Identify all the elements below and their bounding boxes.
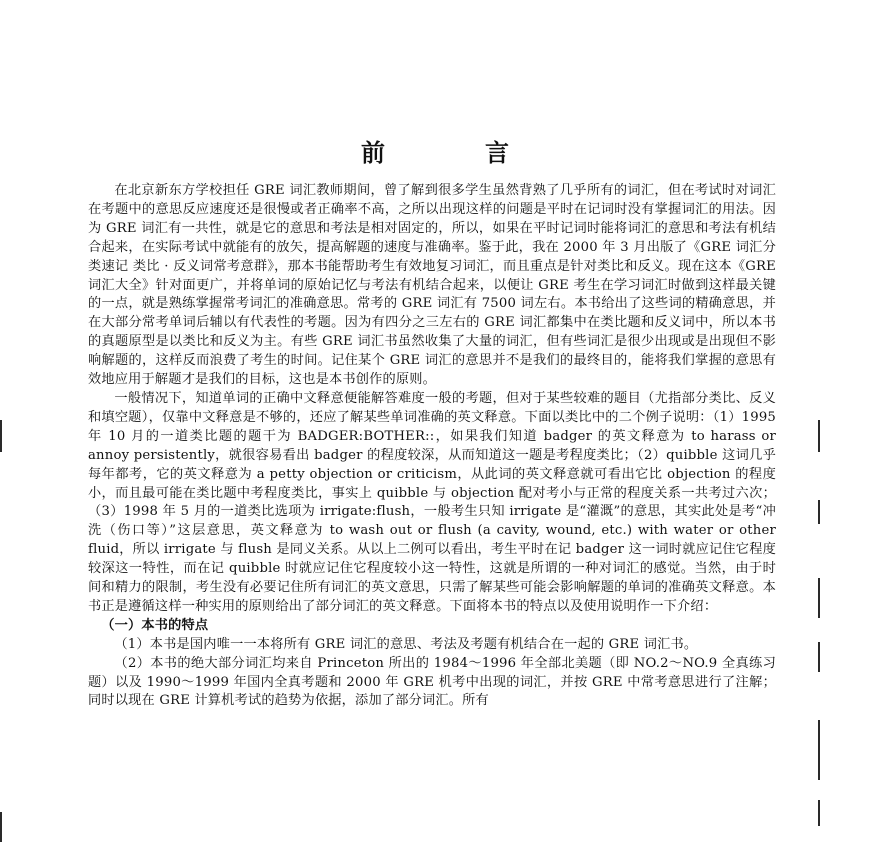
scan-margin-mark (818, 578, 820, 618)
feature-item: （1）本书是国内唯一一本将所有 GRE 词汇的意思、考法及考题有机结合在一起的 GRE 词汇书。 (114, 636, 698, 652)
page-title: 前 言 (361, 139, 547, 167)
scan-margin-mark (0, 420, 2, 452)
section-heading: （一）本书的特点 (101, 617, 209, 633)
paragraph: 一般情况下，知道单词的正确中文释意便能解答难度一般的考题，但对于某些较难的题目（尤指部分类比、反义和填空题），仅靠中文释意是不够的，还应了解某些单词准确的英文释意。下面以类比中的二个例子说明：（1）1995 年 10 月的一道类比题的题干为 BADGER:BOTHER::，如果我们知道 badger 的英文释意为 to harass or annoy persistently，就很容易看出 badger 的程度较深，从而知道这一题是考程度类比；（2）quibble 这词几乎每年都考，它的英文释意为 a petty objection or criticism，从此词的英文释意就可看出它比 objection 的程度小，而且最可能在类比题中考程度类比，事实上 quibble 与 objection 配对考小与正常的程度关系一共考过六次；（3）1998 年 5 月的一道类比选项为 irrigate:flush，一般考生只知 irrigate 是“灌溉”的意思，其实此处是考“冲洗（伤口等）”这层意思，英文释意为 to wash out or flush (a cavity, wound, etc.) with water or other fluid，所以 irrigate 与 flush 是同义关系。从以上二例可以看出，考生平时在记 badger 这一词时就应记住它程度较深这一特性，而在记 quibble 时就应记住它程度较小这一特性，这就是所谓的一种对词汇的感觉。当然，由于时间和精力的限制，考生没有必要记住所有词汇的英文意思，只需了解某些可能会影响解题的单词的准确英文释意。本书正是遵循这样一种实用的原则给出了部分词汇的英文释意。下面将本书的特点以及使用说明作一下介绍： (88, 390, 776, 614)
scan-margin-mark (818, 420, 820, 452)
scan-margin-mark (0, 812, 2, 842)
feature-item: （2）本书的绝大部分词汇均来自 Princeton 所出的 1984～1996 年全部北美题（即 NO.2～NO.9 全真练习题）以及 1990～1999 年国内全真考题和 2000 年 GRE 机考中出现的词汇，并按 GRE 中常考意思进行了注解；同时以现在 GRE 计算机考试的趋势为依据，添加了部分词汇。所有 (88, 655, 776, 709)
scan-margin-mark (818, 642, 820, 672)
scan-margin-mark (818, 500, 820, 524)
scan-margin-mark (818, 720, 820, 780)
scan-margin-mark (818, 800, 820, 826)
paragraph: 在北京新东方学校担任 GRE 词汇教师期间，曾了解到很多学生虽然背熟了几乎所有的词汇，但在考试时对词汇在考题中的意思反应速度还是很慢或者正确率不高，之所以出现这样的问题是平时在记词时没有掌握词汇的用法。因为 GRE 词汇有一共性，就是它的意思和考法是相对固定的，所以，如果在平时记词时能将词汇的意思和考法有机结合起来，在实际考试中就能有的放矢，提高解题的速度与准确率。鉴于此，我在 2000 年 3 月出版了《GRE 词汇分类速记 类比 · 反义词常考意群》，那本书能帮助考生有效地复习词汇，而且重点是针对类比和反义。现在这本《GRE 词汇大全》针对面更广，并将单词的原始记忆与考法有机结合起来，以便让 GRE 考生在学习词汇时做到这样最关键的一点，就是熟练掌握常考词汇的准确意思。常考的 GRE 词汇有 7500 词左右。本书给出了这些词的精确意思，并在大部分常考单词后辅以有代表性的考题。因为有四分之三左右的 GRE 词汇都集中在类比题和反义词中，所以本书的真题原型是以类比和反义为主。有些 GRE 词汇书虽然收集了大量的词汇，但有些词汇是很少出现或是出现但不影响解题的，这样反而浪费了考生的时间。记住某个 GRE 词汇的意思并不是我们的最终目的，能将我们掌握的意思有效地应用于解题才是我们的目标，这也是本书创作的原则。 (88, 183, 776, 388)
document-body (88, 182, 776, 711)
